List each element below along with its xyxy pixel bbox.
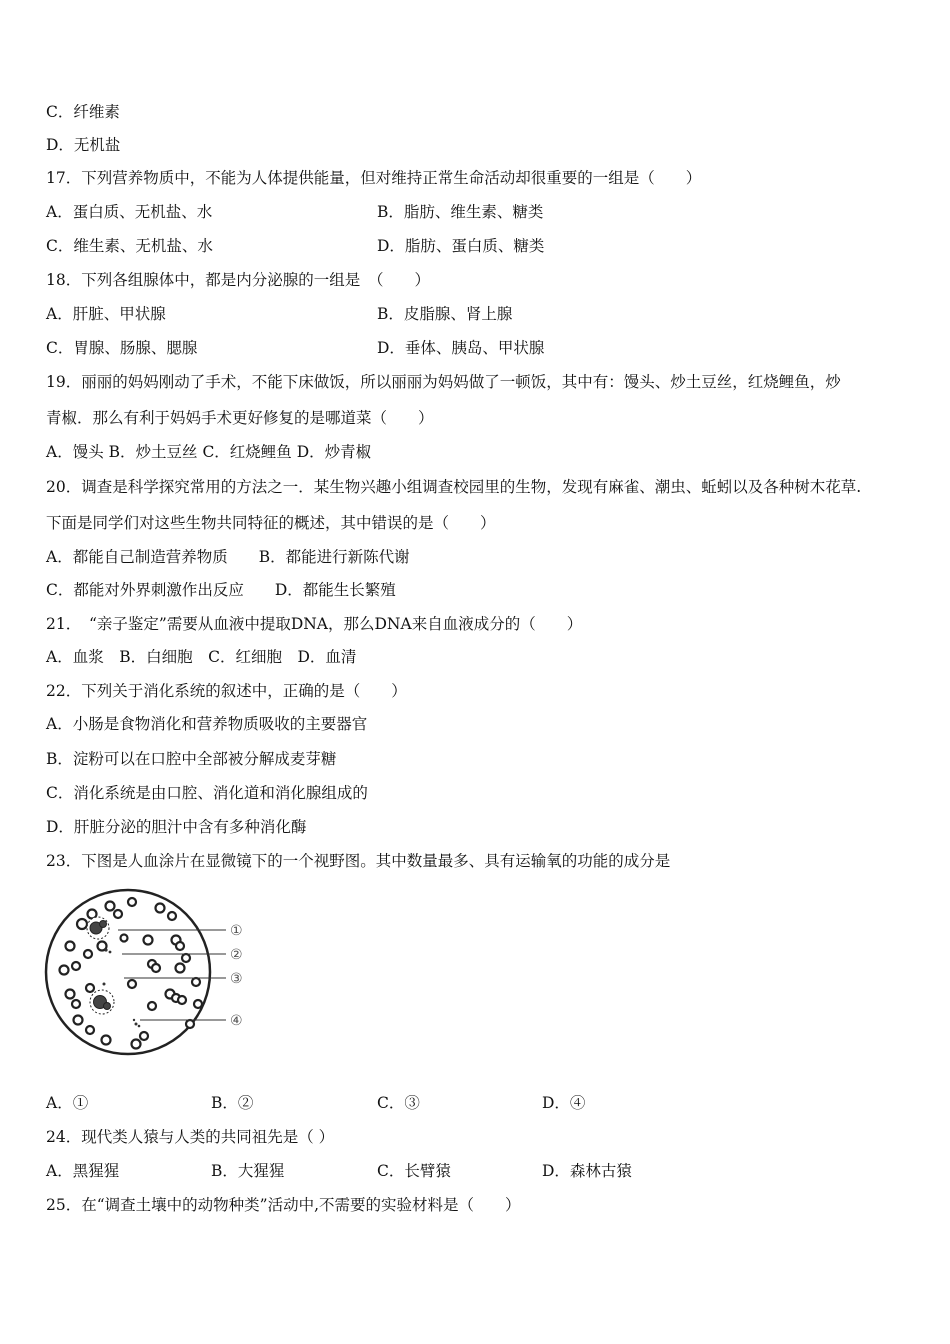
q20-options-ab: A．都能自己制造营养物质 B．都能进行新陈代谢 [46, 548, 410, 566]
microscope-field-circle [46, 890, 210, 1054]
q22-option-d: D．肝脏分泌的胆汁中含有多种消化酶 [46, 818, 307, 836]
q24-option-b: B．大猩猩 [211, 1162, 285, 1180]
q17-option-c: C．维生素、无机盐、水 [46, 237, 213, 255]
q19-stem-line1: 19．丽丽的妈妈刚动了手术，不能下床做饭，所以丽丽为妈妈做了一顿饭，其中有：馒头、炒土豆丝，红烧鲤鱼，炒 [46, 373, 841, 391]
q24-option-a: A．黑猩猩 [46, 1162, 120, 1180]
figure-labels [230, 923, 243, 1029]
q19-options: A．馒头 B．炒土豆丝 C．红烧鲤鱼 D．炒青椒 [46, 443, 372, 461]
figure-label-4: ④ [230, 1013, 243, 1029]
q20-stem-line1: 20．调查是科学探究常用的方法之一．某生物兴趣小组调查校园里的生物，发现有麻雀、潮虫、蚯蚓以及各种树木花草. [46, 478, 862, 496]
figure-label-2: ② [230, 947, 243, 963]
blood-smear-figure [40, 884, 260, 1064]
q17-option-b: B．脂肪、维生素、糖类 [377, 203, 544, 221]
q17-stem: 17．下列营养物质中，不能为人体提供能量，但对维持正常生命活动却很重要的一组是（ ） [46, 169, 702, 187]
figure-label-1: ① [230, 923, 243, 939]
q21-options: A．血浆 B．白细胞 C．红细胞 D．血清 [46, 648, 357, 666]
q22-option-b: B．淀粉可以在口腔中全部被分解成麦芽糖 [46, 750, 337, 768]
q21-stem: 21． “亲子鉴定”需要从血液中提取DNA，那么DNA来自血液成分的（ ） [46, 615, 583, 633]
figure-label-3: ③ [230, 971, 243, 987]
q18-option-b: B．皮脂腺、肾上腺 [377, 305, 513, 323]
q18-option-a: A．肝脏、甲状腺 [46, 305, 166, 323]
option-d-minerals: D．无机盐 [46, 136, 121, 154]
option-c-cellulose: C．纤维素 [46, 103, 120, 121]
q23-option-b: B．② [211, 1094, 254, 1112]
q20-stem-line2: 下面是同学们对这些生物共同特征的概述，其中错误的是（ ） [46, 514, 496, 532]
q17-option-d: D．脂肪、蛋白质、糖类 [377, 237, 545, 255]
q18-stem: 18．下列各组腺体中，都是内分泌腺的一组是 （ ） [46, 271, 430, 289]
q25-stem: 25．在“调查土壤中的动物种类”活动中,不需要的实验材料是（ ） [46, 1196, 521, 1214]
q22-option-a: A．小肠是食物消化和营养物质吸收的主要器官 [46, 715, 368, 733]
q20-options-cd: C．都能对外界刺激作出反应 D．都能生长繁殖 [46, 581, 396, 599]
q23-option-c: C．③ [377, 1094, 420, 1112]
q22-stem: 22．下列关于消化系统的叙述中，正确的是（ ） [46, 682, 407, 700]
q17-option-a: A．蛋白质、无机盐、水 [46, 203, 213, 221]
q24-option-c: C．长臂猿 [377, 1162, 451, 1180]
q23-option-a: A．① [46, 1094, 89, 1112]
q18-option-d: D．垂体、胰岛、甲状腺 [377, 339, 545, 357]
q23-option-d: D．④ [542, 1094, 586, 1112]
q18-option-c: C．胃腺、肠腺、腮腺 [46, 339, 198, 357]
q19-stem-line2: 青椒．那么有利于妈妈手术更好修复的是哪道菜（ ） [46, 409, 434, 427]
q22-option-c: C．消化系统是由口腔、消化道和消化腺组成的 [46, 784, 368, 802]
q23-stem: 23．下图是人血涂片在显微镜下的一个视野图。其中数量最多、具有运输氧的功能的成分是 [46, 852, 671, 870]
q24-option-d: D．森林古猿 [542, 1162, 632, 1180]
q24-stem: 24．现代类人猿与人类的共同祖先是（ ） [46, 1128, 335, 1146]
